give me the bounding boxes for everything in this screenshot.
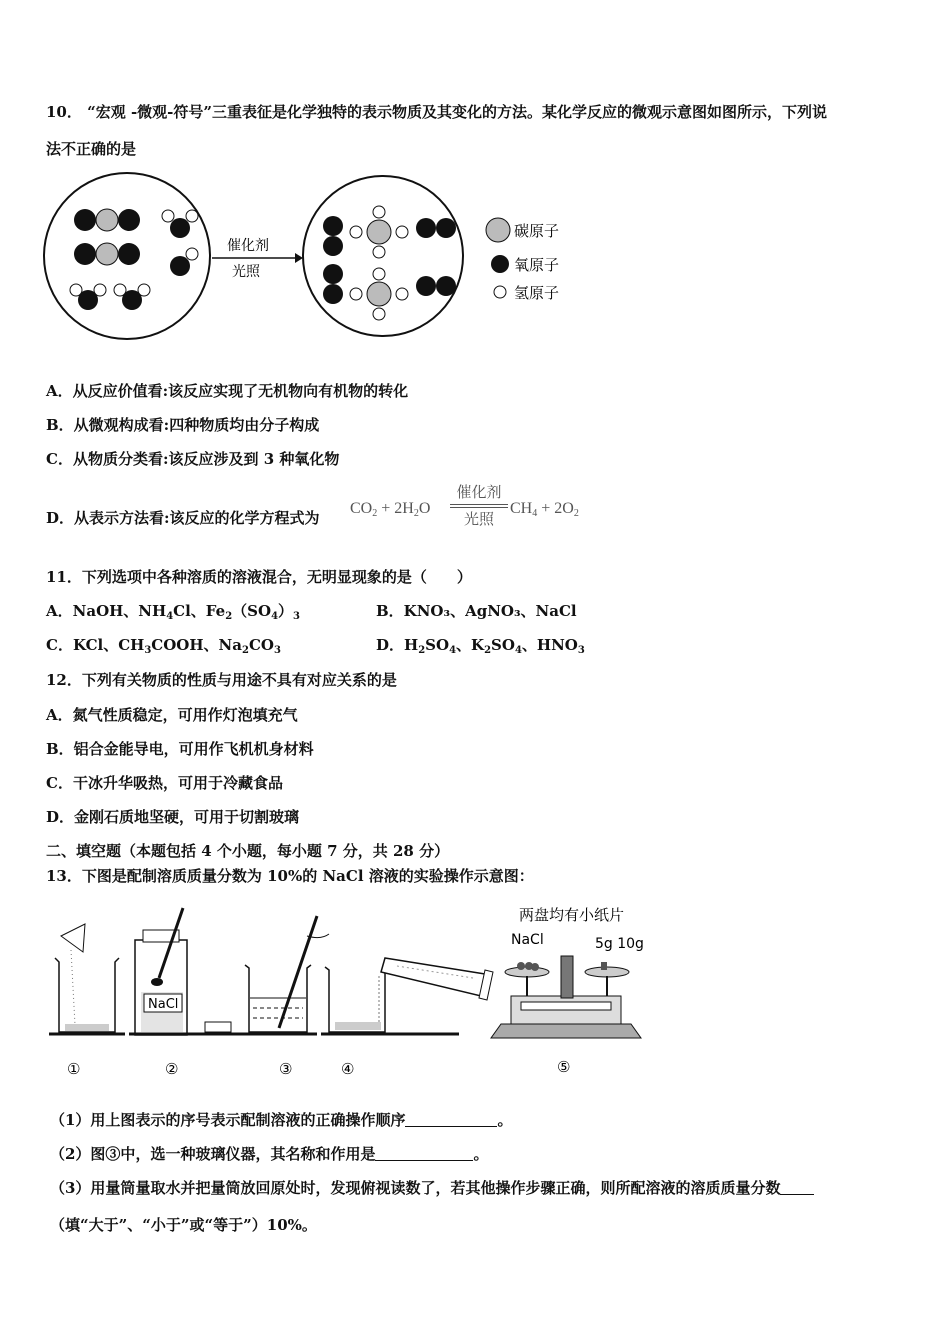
q10-reaction-diagram <box>40 168 580 348</box>
q10-stem-line2: 法不正确的是 <box>46 140 137 158</box>
step-2-bottle <box>129 908 241 1035</box>
chemical-equation: $CO_2 + 2H_2O$ <box>350 500 431 519</box>
h2o-molecule-1 <box>162 210 198 238</box>
legend-hydrogen: 氢原子 <box>514 284 560 302</box>
q11-option-b: B．KNO₃、AgNO₃、NaCl <box>376 602 577 620</box>
q12-option-d: D．金刚石质地坚硬，可用于切割玻璃 <box>46 808 300 826</box>
q10-option-b: B．从微观构成看:四种物质均由分子构成 <box>46 416 320 434</box>
q11-option-d: D．$H_2SO_4$、$K_2SO_4$、$HNO_3$ <box>376 636 585 656</box>
fig-label-1: ① <box>67 1060 81 1078</box>
o2-molecule-1 <box>323 216 343 256</box>
q13-sub1: （1）用上图表示的序号表示配制溶液的正确操作顺序 。 <box>50 1111 513 1129</box>
q11-option-a: A．NaOH、$NH_4Cl$、$Fe_2(SO_4)_3$ <box>46 602 301 622</box>
co2-molecule-1 <box>74 209 140 231</box>
step-4-pouring <box>321 958 493 1034</box>
h2o-molecule-4 <box>114 284 150 310</box>
q13-sub3-line2: （填“大于”、“小于”或“等于”）10%。 <box>50 1216 317 1234</box>
fig-label-5: ⑤ <box>557 1058 571 1076</box>
chemical-equation-right: $CH_4 + 2O_2$ <box>510 500 579 519</box>
bottle-label: NaCl <box>148 997 179 1012</box>
balance-note: 两盘均有小纸片 <box>519 906 625 924</box>
q11-option-c: C．KCl、$CH_3COOH$、$Na_2CO_3$ <box>46 636 281 656</box>
legend-oxygen-icon <box>491 255 509 273</box>
step-1-beaker <box>49 924 125 1034</box>
q13-sub3-line1: （3）用量筒量取水并把量筒放回原处时，发现俯视读数了，若其他操作步骤正确，则所配溶液的溶质质量分数 <box>50 1178 814 1198</box>
ch4-molecule-2 <box>350 268 408 320</box>
o2-molecule-2 <box>416 218 456 238</box>
q12-option-b: B．铝合金能导电，可用作飞机机身材料 <box>46 740 314 758</box>
legend-oxygen: 氧原子 <box>514 256 560 274</box>
q12-option-c: C．干冰升华吸热，可用于冷藏食品 <box>46 774 283 792</box>
fig-label-2: ② <box>165 1060 179 1078</box>
co2-molecule-2 <box>74 243 140 265</box>
q10-option-a: A．从反应价值看:该反应实现了无机物向有机物的转化 <box>46 382 409 400</box>
h2o-molecule-3 <box>70 284 106 310</box>
balance-weights-label: 5g 10g <box>595 936 644 952</box>
step-5-balance <box>491 906 644 1038</box>
fig-label-3: ③ <box>279 1060 293 1078</box>
o2-molecule-4 <box>416 276 456 296</box>
q11-stem: 11．下列选项中各种溶质的溶液混合，无明显现象的是（ ） <box>46 568 472 586</box>
answer-blank-3[interactable] <box>780 1180 814 1195</box>
q13-sub2: （2）图③中，选一种玻璃仪器，其名称和作用是 。 <box>50 1145 489 1163</box>
ch4-molecule-1 <box>350 206 408 258</box>
o2-molecule-3 <box>323 264 343 304</box>
q12-stem: 12．下列有关物质的性质与用途不具有对应关系的是 <box>46 671 397 689</box>
q13-stem: 13．下图是配制溶质质量分数为 10%的 NaCl 溶液的实验操作示意图： <box>46 867 534 885</box>
legend-carbon: 碳原子 <box>514 222 560 240</box>
answer-blank-2[interactable] <box>375 1146 473 1161</box>
step-3-beaker <box>241 916 329 1034</box>
arrow-condition-bottom: 光照 <box>232 264 260 280</box>
q10-stem-line1: 10． “宏观 -微观-符号”三重表征是化学独特的表示物质及其变化的方法。某化学反应的微观示意图如图所示，下列说 <box>46 103 828 121</box>
fig-label-4: ④ <box>341 1060 355 1078</box>
legend-hydrogen-icon <box>494 286 506 298</box>
equation-condition: 催化剂 光照 <box>450 482 508 528</box>
balance-nacl-label: NaCl <box>511 932 544 948</box>
legend-carbon-icon <box>486 218 510 242</box>
q12-option-a: A．氮气性质稳定，可用作灯泡填充气 <box>46 706 298 724</box>
q13-experiment-figure <box>45 900 655 1080</box>
section-2-heading: 二、填空题（本题包括 4 个小题，每小题 7 分，共 28 分） <box>46 842 450 860</box>
answer-blank-1[interactable] <box>405 1112 497 1127</box>
q10-option-c: C．从物质分类看:该反应涉及到 3 种氧化物 <box>46 450 340 468</box>
arrow-condition-top: 催化剂 <box>227 238 269 254</box>
h2o-molecule-2 <box>170 248 198 276</box>
q10-option-d: D．从表示方法看:该反应的化学方程式为 <box>46 509 320 527</box>
